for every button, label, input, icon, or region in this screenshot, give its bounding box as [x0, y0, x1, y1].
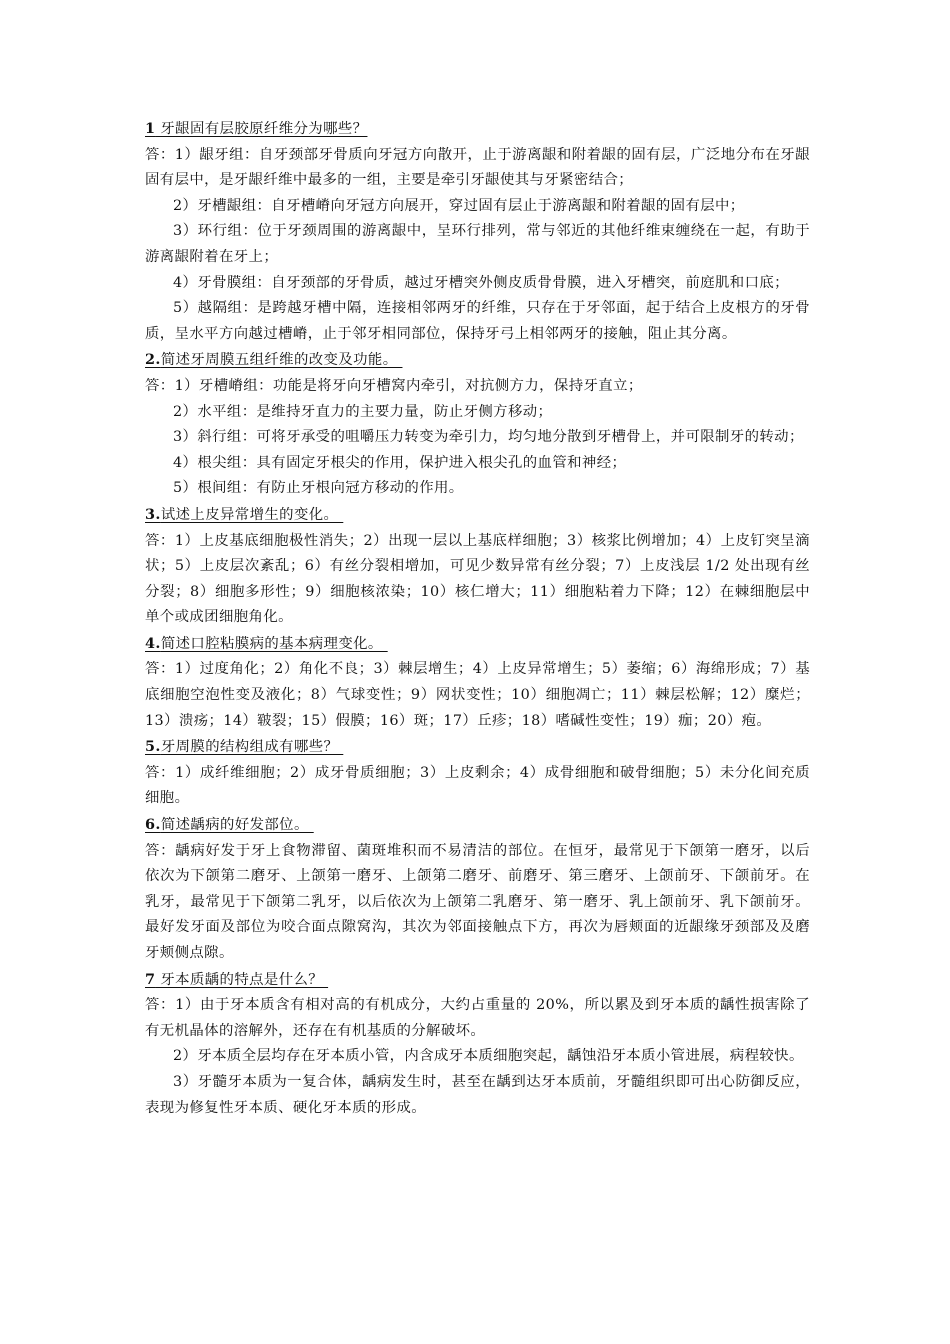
- question-6: [145, 812, 810, 967]
- question-number: 6.: [145, 816, 161, 834]
- answer-paragraph: 2）牙槽龈组：自牙槽嵴向牙冠方向展开，穿过固有层止于游离龈和附着龈的固有层中；: [173, 197, 745, 214]
- question-title: [145, 812, 810, 839]
- question-5: [145, 734, 810, 812]
- question-title: [145, 631, 810, 658]
- question-4: [145, 631, 810, 734]
- question-text: 试述上皮异常增生的变化。: [160, 506, 344, 523]
- answer-paragraph: 5）根间组：有防止牙根向冠方移动的作用。: [173, 480, 464, 497]
- answer-paragraph: 3）斜行组：可将牙承受的咀嚼压力转变为牵引力，均匀地分散到牙槽骨上，并可限制牙的转动；: [173, 429, 804, 446]
- question-title: [145, 347, 810, 374]
- answer-paragraph: 4）根尖组：具有固定牙根尖的作用，保护进入根尖孔的血管和神经；: [173, 454, 627, 471]
- question-text: 简述口腔粘膜病的基本病理变化。: [160, 635, 388, 652]
- question-number: 1: [145, 120, 156, 137]
- answer-paragraph: 答：1）成纤维细胞；2）成牙骨质细胞；3）上皮剩余；4）成骨细胞和破骨细胞；5）未分化间充质细胞。: [145, 764, 810, 807]
- question-title: [145, 502, 810, 529]
- document-page: [145, 116, 810, 1121]
- question-number: 2.: [145, 351, 161, 369]
- question-text: 牙周膜的结构组成有哪些？: [160, 739, 344, 756]
- question-title: [145, 967, 810, 994]
- question-2: [145, 347, 810, 502]
- answer-paragraph: 答：1）由于牙本质含有相对高的有机成分，大约占重量的 20%，所以累及到牙本质的龋性损害除了有无机晶体的溶解外，还存在有机基质的分解破坏。: [145, 997, 810, 1039]
- answer-paragraph: 答：1）过度角化；2）角化不良；3）棘层增生；4）上皮异常增生；5）萎缩；6）海绵形成；7）基底细胞空泡性变及液化；8）气球变性；9）网状变性；10）细胞凋亡；11）棘层松解；12）糜烂；13）溃疡；14）皲裂；15）假膜；16）斑；17）丘疹；18）嗜碱性变性；19）痂；20）疱。: [145, 661, 810, 729]
- answer-paragraph: 3）环行组：位于牙颈周围的游离龈中，呈环行排列，常与邻近的其他纤维束缠绕在一起，有助于游离龈附着在牙上；: [145, 223, 810, 265]
- question-number: 7: [145, 970, 156, 988]
- question-title: [145, 116, 810, 143]
- answer-paragraph: 4）牙骨膜组：自牙颈部的牙骨质，越过牙槽突外侧皮质骨骨膜，进入牙槽突，前庭肌和口底；: [173, 274, 789, 291]
- answer-paragraph: 答：1）上皮基底细胞极性消失；2）出现一层以上基底样细胞；3）核浆比例增加；4）上皮钉突呈滴状；5）上皮层次紊乱；6）有丝分裂相增加，可见少数异常有丝分裂；7）上皮浅层 1/2 处出现有丝分裂；8）细胞多形性；9）细胞核浓染；10）核仁增大；11）细胞粘着力下降；12）在棘细胞层中单个或成团细胞角化。: [145, 532, 810, 626]
- answer-paragraph: 2）水平组：是维持牙直力的主要力量，防止牙侧方移动；: [173, 403, 553, 420]
- question-number: 4.: [145, 634, 161, 652]
- question-text: 牙龈固有层胶原纤维分为哪些？: [155, 121, 368, 137]
- question-7: [145, 967, 810, 1122]
- question-1: [145, 116, 810, 347]
- question-3: [145, 502, 810, 631]
- answer-paragraph: 5）越隔组：是跨越牙槽中隔，连接相邻两牙的纤维，只存在于牙邻面，起于结合上皮根方的牙骨质，呈水平方向越过槽嵴，止于邻牙相同部位，保持牙弓上相邻两牙的接触，阻止其分离。: [145, 300, 810, 342]
- question-text: 简述牙周膜五组纤维的改变及功能。: [160, 352, 403, 369]
- answer-paragraph: 2）牙本质全层均存在牙本质小管，内含成牙本质细胞突起，龋蚀沿牙本质小管进展，病程较快。: [173, 1048, 804, 1065]
- answer-paragraph: 答：龋病好发于牙上食物滞留、菌斑堆积而不易清洁的部位。在恒牙，最常见于下颌第一磨牙，以后依次为下颌第二磨牙、上颌第一磨牙、上颌第二磨牙、前磨牙、第三磨牙、上颌前牙、下颌前牙。在乳牙，最常见于下颌第二乳牙，以后依次为上颌第二乳磨牙、第一磨牙、乳上颌前牙、乳下颌前牙。最好发牙面及部位为咬合面点隙窝沟，其次为邻面接触点下方，再次为唇颊面的近龈缘牙颈部及及磨牙颊侧点隙。: [145, 842, 810, 961]
- question-text: 简述龋病的好发部位。: [160, 817, 314, 834]
- question-text: 牙本质龋的特点是什么？: [155, 971, 329, 988]
- answer-paragraph: 3）牙髓牙本质为一复合体，龋病发生时，甚至在龋到达牙本质前，牙髓组织即可出心防御反应，表现为修复性牙本质、硬化牙本质的形成。: [145, 1073, 810, 1116]
- question-title: [145, 734, 810, 761]
- answer-paragraph: 答：1）牙槽嵴组：功能是将牙向牙槽窝内牵引，对抗侧方力，保持牙直立；: [145, 377, 643, 394]
- question-number: 5.: [145, 738, 161, 756]
- answer-paragraph: 答：1）龈牙组：自牙颈部牙骨质向牙冠方向散开，止于游离龈和附着龈的固有层，广泛地分布在牙龈固有层中，是牙龈纤维中最多的一组，主要是牵引牙龈使其与牙紧密结合；: [145, 146, 810, 189]
- question-number: 3.: [145, 505, 161, 523]
